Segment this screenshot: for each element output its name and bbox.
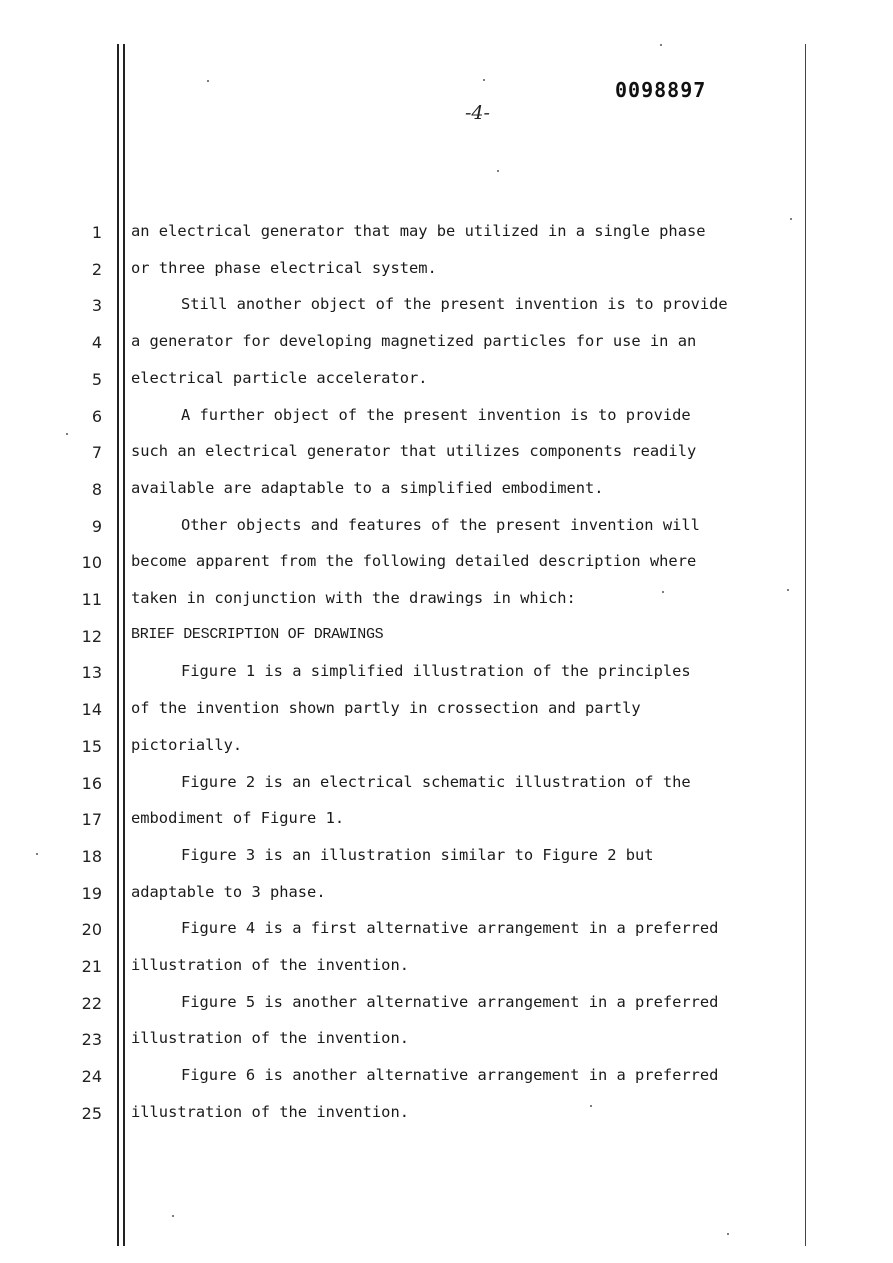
line-number: 2	[91, 260, 102, 279]
line-number: 4	[91, 333, 102, 352]
line-number: 25	[81, 1104, 102, 1123]
line-number: 12	[81, 627, 102, 646]
text-line: pictorially.	[131, 736, 243, 754]
line-number: 7	[91, 443, 102, 462]
line-number: 21	[81, 957, 102, 976]
line-number: 20	[81, 920, 102, 939]
scan-speck	[662, 591, 664, 593]
line-number: 17	[81, 810, 102, 829]
text-line: A further object of the present invention is to provide	[181, 406, 691, 424]
document-number: 0098897	[615, 78, 707, 102]
line-number: 24	[81, 1067, 102, 1086]
line-number: 3	[91, 296, 102, 315]
scan-speck	[172, 1215, 174, 1217]
text-line: illustration of the invention.	[131, 956, 409, 974]
text-line: a generator for developing magnetized particles for use in an	[131, 332, 697, 350]
line-number: 13	[81, 663, 102, 682]
line-number: 16	[81, 774, 102, 793]
text-line: Figure 5 is another alternative arrangement in a preferred	[181, 993, 719, 1011]
text-line: Figure 6 is another alternative arrangement in a preferred	[181, 1066, 719, 1084]
text-line: such an electrical generator that utilizes components readily	[131, 442, 697, 460]
section-heading: BRIEF DESCRIPTION OF DRAWINGS	[131, 626, 384, 643]
right-margin-rule	[805, 44, 806, 1246]
page-number: -4-	[465, 102, 490, 124]
line-number: 14	[81, 700, 102, 719]
scan-speck	[787, 589, 789, 591]
line-number: 6	[91, 407, 102, 426]
left-margin-rule	[117, 44, 119, 1246]
text-line: Still another object of the present invention is to provide	[181, 295, 728, 313]
text-line: of the invention shown partly in crossection and partly	[131, 699, 641, 717]
line-number: 8	[91, 480, 102, 499]
text-line: available are adaptable to a simplified embodiment.	[131, 479, 604, 497]
text-line: embodiment of Figure 1.	[131, 809, 345, 827]
text-line: Figure 1 is a simplified illustration of the principles	[181, 662, 691, 680]
line-number: 5	[91, 370, 102, 389]
line-number: 19	[81, 884, 102, 903]
text-line: Figure 2 is an electrical schematic illustration of the	[181, 773, 691, 791]
line-number: 1	[91, 223, 102, 242]
scan-speck	[66, 433, 68, 435]
scan-speck	[660, 44, 662, 46]
text-line: become apparent from the following detailed description where	[131, 552, 697, 570]
line-number: 18	[81, 847, 102, 866]
left-margin-rule-inner	[123, 44, 125, 1246]
line-number: 15	[81, 737, 102, 756]
scan-speck	[483, 79, 485, 81]
text-line: Figure 4 is a first alternative arrangement in a preferred	[181, 919, 719, 937]
text-line: adaptable to 3 phase.	[131, 883, 326, 901]
text-line: an electrical generator that may be utilized in a single phase	[131, 222, 706, 240]
text-line: Other objects and features of the present invention will	[181, 516, 700, 534]
scan-speck	[207, 80, 209, 82]
scan-speck	[727, 1233, 729, 1235]
line-number: 22	[81, 994, 102, 1013]
scan-speck	[36, 853, 38, 855]
line-number: 9	[91, 517, 102, 536]
text-line: illustration of the invention.	[131, 1029, 409, 1047]
scan-speck	[497, 170, 499, 172]
line-number: 10	[81, 553, 102, 572]
text-line: or three phase electrical system.	[131, 259, 437, 277]
scan-speck	[590, 1105, 592, 1107]
text-line: illustration of the invention.	[131, 1103, 409, 1121]
line-number: 11	[81, 590, 102, 609]
text-line: Figure 3 is an illustration similar to Figure 2 but	[181, 846, 654, 864]
text-line: taken in conjunction with the drawings in which:	[131, 589, 576, 607]
scan-speck	[790, 218, 792, 220]
text-line: electrical particle accelerator.	[131, 369, 428, 387]
line-number: 23	[81, 1030, 102, 1049]
